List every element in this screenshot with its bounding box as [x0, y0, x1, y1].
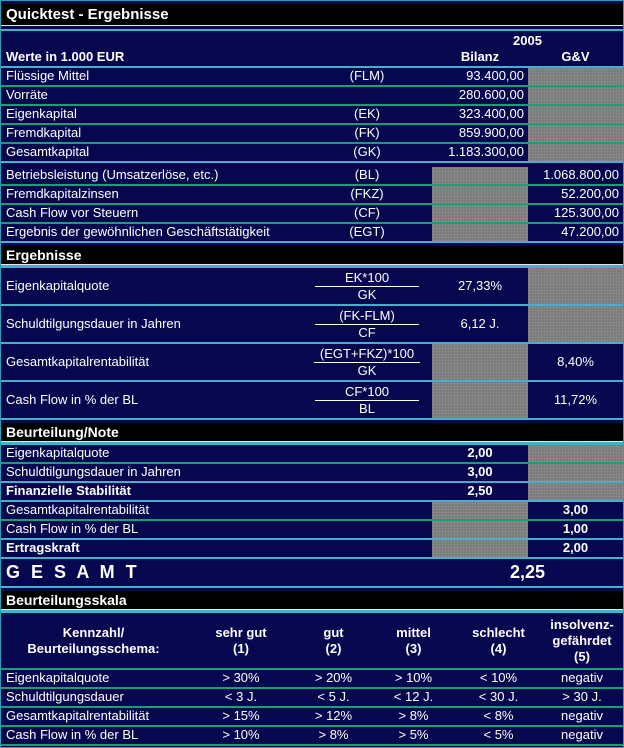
row-abbr: (BL)	[354, 167, 380, 182]
threshold-cell: > 30%	[222, 670, 260, 685]
row-abbr: (EGT)	[349, 224, 385, 239]
threshold-cell: < 12 J.	[393, 689, 434, 704]
year-header-row	[1, 33, 623, 48]
note-value-cell[interactable]: 3,00	[562, 502, 589, 517]
row-label: Gesamtkapitalrentabilität	[6, 502, 150, 517]
col-label: schlecht	[472, 624, 525, 640]
note-value-cell[interactable]: 2,00	[467, 445, 493, 460]
column-header-row	[1, 48, 623, 66]
row-label: Cash Flow in % der BL	[6, 521, 139, 536]
table-row-gesamtkapital	[1, 144, 623, 163]
table-row-eigenkapital	[1, 106, 623, 125]
note-value-cell[interactable]: 3,00	[467, 464, 493, 479]
col-grade: (2)	[325, 640, 342, 656]
table-row-vorraete	[1, 87, 623, 106]
ratio-result-cell[interactable]: 6,12 J.	[460, 316, 500, 331]
row-label: Schuldtilgungsdauer in Jahren	[6, 316, 181, 331]
threshold-cell: < 5 J.	[317, 689, 350, 704]
table-row-cashflow-vor-steuern	[1, 205, 623, 224]
ratio-result-cell[interactable]: 8,40%	[557, 354, 594, 369]
skala-rowheader-line2: Beurteilungsschema:	[27, 640, 160, 656]
col-label: mittel	[396, 624, 431, 640]
bilanz-value-cell[interactable]: 859.900,00	[458, 125, 524, 140]
formula-fraction	[302, 306, 432, 342]
formula-denominator: GK	[357, 362, 377, 378]
formula-denominator: BL	[359, 400, 375, 416]
threshold-cell: negativ	[561, 670, 603, 685]
gv-value-cell[interactable]: 52.200,00	[561, 186, 619, 201]
table-row-fremdkapitalzinsen	[1, 186, 623, 205]
threshold-cell: > 10%	[394, 670, 433, 685]
col-label: gut	[323, 624, 344, 640]
bilanz-disabled-cell	[432, 502, 528, 519]
note-row-finanzielle-stabilitaet	[1, 483, 623, 502]
formula-fraction	[302, 344, 432, 380]
spacer-cell	[302, 464, 432, 481]
skala-row-cashflow-prozent	[1, 727, 623, 746]
skala-col-sehr-gut	[186, 625, 296, 657]
row-label: Eigenkapital	[6, 106, 77, 121]
ratio-row-gesamtkapitalrentabilitaet	[1, 344, 623, 382]
gv-disabled-cell	[528, 125, 623, 142]
row-label: Schuldtilgungsdauer	[6, 689, 124, 704]
note-value-cell[interactable]: 2,50	[467, 483, 493, 498]
col-label: gefährdet	[552, 632, 612, 648]
row-label: Eigenkapitalquote	[6, 445, 110, 460]
row-label: Fremdkapitalzinsen	[6, 186, 119, 201]
row-label: Eigenkapitalquote	[6, 670, 110, 685]
spacer-cell	[302, 483, 432, 500]
formula-denominator: GK	[357, 286, 377, 302]
row-label: Gesamtkapital	[6, 144, 90, 159]
row-label: Gesamtkapitalrentabilität	[6, 708, 150, 723]
bilanz-disabled-cell	[432, 205, 528, 222]
row-label: Schuldtilgungsdauer in Jahren	[6, 464, 181, 479]
spacer-cell	[302, 502, 432, 519]
threshold-cell: > 30 J.	[562, 689, 602, 704]
gv-disabled-cell	[528, 144, 623, 161]
row-abbr: (FLM)	[349, 68, 385, 83]
page-title: Quicktest - Ergebnisse	[1, 4, 623, 26]
col-label: sehr gut	[215, 624, 267, 640]
threshold-cell: < 3 J.	[224, 689, 258, 704]
gv-disabled-cell	[528, 464, 623, 481]
row-label: Cash Flow vor Steuern	[6, 205, 139, 220]
divider	[1, 29, 623, 31]
note-row-gesamtkapitalrentabilitaet	[1, 502, 623, 521]
row-label: Flüssige Mittel	[6, 68, 90, 83]
formula-fraction	[302, 268, 432, 304]
threshold-cell: > 5%	[398, 727, 429, 742]
table-row-egt	[1, 224, 623, 243]
skala-col-mittel	[371, 625, 456, 657]
gv-column-header: G&V	[561, 49, 590, 64]
row-abbr: (EK)	[354, 106, 380, 121]
row-label: Vorräte	[6, 87, 48, 102]
bilanz-disabled-cell	[432, 521, 528, 538]
formula-denominator: CF	[358, 324, 376, 340]
spacer-cell	[302, 521, 432, 538]
ratio-row-schuldtilgungsdauer	[1, 306, 623, 344]
bilanz-disabled-cell	[432, 540, 528, 557]
bilanz-value-cell[interactable]: 93.400,00	[466, 68, 524, 83]
section-header-ergebnisse: Ergebnisse	[1, 246, 623, 265]
threshold-cell: > 12%	[314, 708, 353, 723]
threshold-cell: < 10%	[479, 670, 518, 685]
ratio-row-cashflow-prozent	[1, 382, 623, 420]
threshold-cell: > 15%	[222, 708, 260, 723]
note-value-cell[interactable]: 1,00	[562, 521, 589, 536]
gv-value-cell[interactable]: 1.068.800,00	[543, 167, 619, 182]
year-label: 2005	[513, 33, 542, 48]
table-row-fremdkapital	[1, 125, 623, 144]
threshold-cell: < 8%	[483, 708, 514, 723]
col-label: insolvenz-	[550, 616, 614, 632]
skala-col-schlecht	[456, 625, 541, 657]
bilanz-disabled-cell	[432, 167, 528, 184]
ratio-row-eigenkapitalquote	[1, 268, 623, 306]
threshold-cell: negativ	[561, 708, 603, 723]
section-header-beurteilungsskala: Beurteilungsskala	[1, 591, 623, 610]
gv-disabled-cell	[528, 483, 623, 500]
bilanz-disabled-cell	[432, 224, 528, 241]
abbr-column-header	[302, 48, 432, 66]
row-label: Betriebsleistung (Umsatzerlöse, etc.)	[6, 167, 219, 182]
gv-disabled-cell	[528, 106, 623, 123]
spacer-cell	[302, 540, 432, 557]
col-grade: (1)	[233, 640, 249, 656]
bilanz-disabled-cell	[432, 186, 528, 203]
unit-label: Werte in 1.000 EUR	[6, 49, 125, 64]
gv-disabled-cell	[528, 306, 623, 342]
row-label: Gesamtkapitalrentabilität	[6, 354, 150, 369]
col-grade: (3)	[405, 640, 422, 656]
bilanz-disabled-cell	[432, 382, 528, 418]
row-abbr: (GK)	[353, 144, 381, 159]
formula-fraction	[302, 382, 432, 418]
table-row-fluessige-mittel	[1, 68, 623, 87]
col-grade: (5)	[574, 648, 590, 664]
row-abbr: (FK)	[354, 125, 380, 140]
gv-disabled-cell	[528, 68, 623, 85]
gv-disabled-cell	[528, 87, 623, 104]
threshold-cell: > 8%	[398, 708, 429, 723]
skala-col-gut	[296, 625, 371, 657]
gv-value-cell[interactable]: 125.300,00	[553, 205, 619, 220]
gv-disabled-cell	[528, 445, 623, 462]
section-header-beurteilung: Beurteilung/Note	[1, 423, 623, 442]
threshold-cell: < 30 J.	[478, 689, 519, 704]
gv-value-cell[interactable]: 47.200,00	[561, 224, 619, 239]
skala-col-insolvenzgefaehrdet	[541, 617, 623, 665]
bilanz-value-cell[interactable]: 1.183.300,00	[448, 144, 524, 159]
gv-disabled-cell	[528, 268, 623, 304]
row-label: Ertragskraft	[6, 540, 80, 555]
note-value-cell[interactable]: 2,00	[562, 540, 589, 555]
formula-numerator: CF*100	[315, 384, 419, 401]
gesamt-row	[1, 559, 623, 586]
row-label: Finanzielle Stabilität	[6, 483, 131, 498]
gesamt-label: G E S A M T	[6, 562, 140, 582]
bilanz-column-header: Bilanz	[460, 49, 500, 64]
row-abbr: (FKZ)	[350, 186, 384, 201]
threshold-cell: > 20%	[314, 670, 353, 685]
threshold-cell: > 8%	[318, 727, 349, 742]
threshold-cell: > 10%	[222, 727, 260, 742]
col-grade: (4)	[490, 640, 507, 656]
bilanz-disabled-cell	[432, 344, 528, 380]
row-label: Ergebnis der gewöhnlichen Geschäftstätigkeit	[6, 224, 270, 239]
row-abbr	[302, 87, 432, 104]
ratio-result-cell[interactable]: 27,33%	[457, 278, 503, 293]
row-label: Cash Flow in % der BL	[6, 392, 139, 407]
spacer-cell	[302, 445, 432, 462]
threshold-cell: < 5%	[483, 727, 514, 742]
bilanz-value-cell[interactable]: 323.400,00	[458, 106, 524, 121]
skala-row-gesamtkapitalrentabilitaet	[1, 708, 623, 727]
row-label: Cash Flow in % der BL	[6, 727, 139, 742]
note-row-eigenkapitalquote	[1, 445, 623, 464]
formula-numerator: (FK-FLM)	[315, 308, 419, 325]
skala-rowheader-line1: Kennzahl/	[62, 624, 125, 640]
skala-header-row	[1, 613, 623, 670]
gesamt-value: 2,25	[509, 562, 546, 582]
threshold-cell: negativ	[561, 727, 603, 742]
ratio-result-cell[interactable]: 11,72%	[553, 392, 598, 407]
row-label: Fremdkapital	[6, 125, 82, 140]
table-row-betriebsleistung	[1, 167, 623, 186]
note-row-schuldtilgungsdauer	[1, 464, 623, 483]
skala-row-eigenkapitalquote	[1, 670, 623, 689]
bilanz-value-cell[interactable]: 280.600,00	[458, 87, 524, 102]
skala-rowheader	[1, 625, 186, 657]
note-row-ertragskraft	[1, 540, 623, 559]
formula-numerator: EK*100	[315, 270, 419, 287]
note-row-cashflow-prozent	[1, 521, 623, 540]
row-label: Eigenkapitalquote	[6, 278, 110, 293]
skala-row-schuldtilgungsdauer	[1, 689, 623, 708]
formula-numerator: (EGT+FKZ)*100	[314, 346, 420, 363]
row-abbr: (CF)	[354, 205, 380, 220]
